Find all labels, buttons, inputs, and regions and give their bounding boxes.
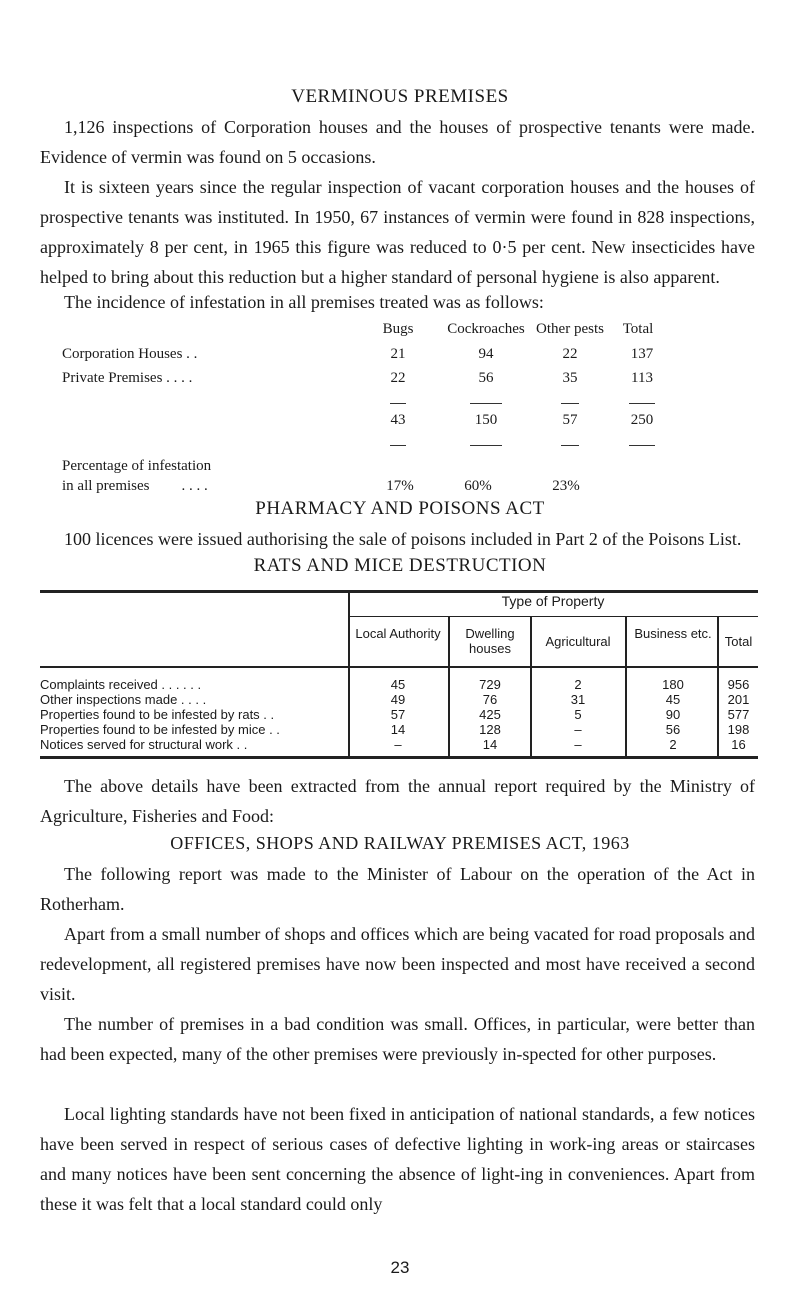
col-header-agricultural: Agricultural (545, 634, 611, 649)
cell: 56 (665, 722, 681, 737)
pct-cell: 60% (464, 478, 492, 494)
sum-rule (629, 445, 655, 446)
col-header-local-authority: Local Authority (355, 626, 441, 641)
total-cell: 250 (630, 412, 654, 428)
cell: 2 (574, 677, 582, 692)
col-header-bugs: Bugs (382, 321, 414, 337)
col-header-other-pests: Other pests (536, 321, 604, 337)
pct-label-1: Percentage of infestation (62, 458, 212, 474)
cell: 45 (390, 677, 406, 692)
cell: 128 (479, 722, 501, 737)
row-label: Properties found to be infested by rats . . (40, 707, 275, 722)
offices-para-1: The following report was made to the Minister of Labour on the operation of the Act in Rotherham. (40, 864, 755, 914)
row-label: Properties found to be infested by mice . . (40, 722, 280, 737)
cell: 180 (662, 677, 684, 692)
cell: 56 (478, 370, 494, 386)
ministry-note: The above details have been extracted from the annual report required by the Ministry of Agriculture, Fisheries and Food: (40, 776, 755, 826)
cell: 5 (574, 707, 582, 722)
cell: 956 (727, 677, 750, 692)
row-label: Other inspections made . . . . (40, 692, 207, 707)
pct-label-2: in all premises . . . . (62, 478, 208, 494)
row-label: Notices served for structural work . . (40, 737, 248, 752)
cell: 16 (731, 737, 746, 752)
table-top-rule (40, 590, 758, 593)
sum-rule (390, 445, 406, 446)
cell: 2 (669, 737, 677, 752)
cell: 201 (727, 692, 750, 707)
sum-rule (390, 403, 406, 404)
group-header-type-of-property: Type of Property (501, 593, 605, 609)
infestation-intro: The incidence of infestation in all premises treated was as follows: (64, 292, 544, 312)
col-header-business: Business etc. (634, 626, 712, 641)
row-label-private: Private Premises . . . . (62, 370, 193, 386)
page-number: 23 (390, 1258, 410, 1277)
offices-heading: OFFICES, SHOPS AND RAILWAY PREMISES ACT, 1963 (170, 833, 630, 853)
col-header-cockroaches: Cockroaches (447, 321, 525, 337)
cell: 49 (390, 692, 406, 707)
row-label: Complaints received . . . . . . (40, 677, 202, 692)
cell: – (574, 737, 582, 752)
cell: 31 (570, 692, 586, 707)
sum-rule (629, 403, 655, 404)
col-header-total: Total (724, 634, 753, 649)
total-cell: 57 (562, 412, 578, 428)
verminous-para-2: It is sixteen years since the regular inspection of vacant corporation houses and the houses of prospective tenants was instituted. In 1950, 67 instances of vermin were found in 828 inspections, approximately 8 per cent, in 1965 this figure was reduced to 0·5 per cent. New insecticides have helped to bring about this reduction but a higher standard of personal hygiene is also apparent. (40, 177, 755, 287)
cell: 90 (665, 707, 681, 722)
cell: – (574, 722, 582, 737)
verminous-heading: VERMINOUS PREMISES (291, 86, 509, 107)
pct-cell: 23% (552, 478, 580, 494)
table-bottom-rule (40, 756, 758, 759)
cell: 577 (727, 707, 750, 722)
col-header-dwelling-houses: Dwelling houses (465, 626, 515, 656)
cell: 57 (390, 707, 406, 722)
offices-para-3: The number of premises in a bad condition was small. Offices, in particular, were better than had been expected, many of the other premises were previously in-spected for other purposes. (40, 1014, 755, 1064)
cell: 198 (727, 722, 750, 737)
col-divider (625, 616, 627, 758)
cell: – (394, 737, 402, 752)
cell: 113 (631, 370, 653, 386)
cell: 22 (562, 346, 578, 362)
cell: 22 (390, 370, 406, 386)
pharmacy-para: 100 licences were issued authorising the sale of poisons included in Part 2 of the Poisons List. (64, 529, 742, 549)
cell: 21 (390, 346, 406, 362)
cell: 45 (665, 692, 681, 707)
offices-para-2: Apart from a small number of shops and offices which are being vacated for road proposals and redevelopment, all registered premises have now been inspected and most have received a second visit. (40, 924, 755, 1004)
sum-rule (561, 445, 579, 446)
cell: 14 (482, 737, 498, 752)
group-header-rule (348, 616, 758, 617)
sum-rule (470, 403, 502, 404)
pharmacy-heading: PHARMACY AND POISONS ACT (255, 498, 545, 519)
cell: 729 (479, 677, 501, 692)
rats-table (40, 590, 758, 760)
offices-para-4: Local lighting standards have not been fixed in anticipation of national standards, a few notices have been served in respect of serious cases of defective lighting in work-ing areas or staircases and many notices have been sent concerning the absence of light-ing in conveniences. Apart from these it was felt that a local standard could only (40, 1104, 755, 1214)
cell: 137 (630, 346, 654, 362)
total-cell: 43 (390, 412, 406, 428)
cell: 14 (390, 722, 406, 737)
sum-rule (561, 403, 579, 404)
verminous-para-1: 1,126 inspections of Corporation houses and the houses of prospective tenants were made. Evidence of vermin was found on 5 occasions. (40, 117, 755, 167)
cell: 76 (482, 692, 498, 707)
sum-rule (470, 445, 502, 446)
pct-cell: 17% (386, 478, 414, 494)
col-header-total: Total (622, 321, 654, 337)
rats-heading: RATS AND MICE DESTRUCTION (253, 555, 547, 576)
cell: 94 (478, 346, 494, 362)
cell: 35 (562, 370, 578, 386)
row-label-corporation: Corporation Houses . . (62, 346, 198, 362)
total-cell: 150 (474, 412, 498, 428)
col-divider (448, 616, 450, 758)
cell: 425 (479, 707, 501, 722)
header-rule (40, 666, 758, 668)
